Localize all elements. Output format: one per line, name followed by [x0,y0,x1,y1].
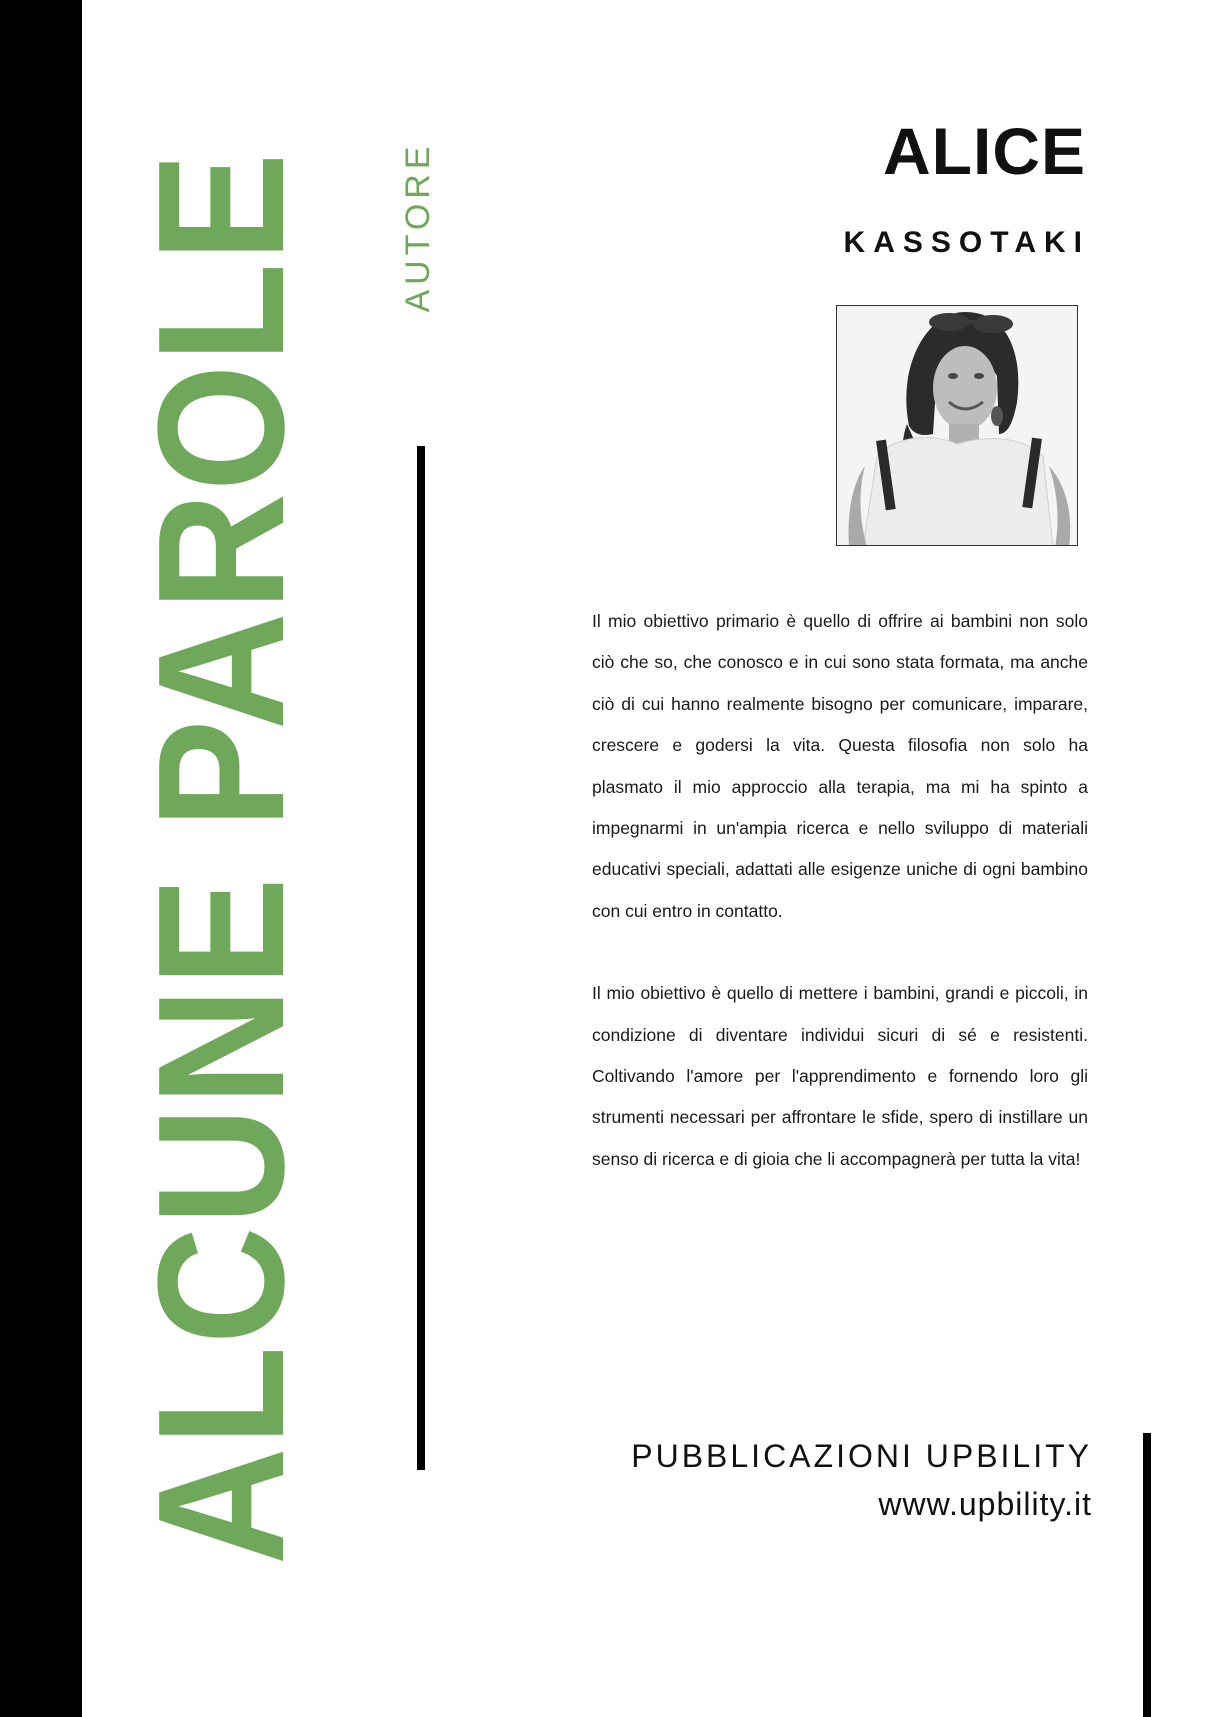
vertical-title: ALCUNE PAROLE [121,150,322,1566]
author-last-name: KASSOTAKI [843,226,1090,259]
bio-paragraph-2: Il mio obiettivo è quello di mettere i bambini, grandi e piccoli, in condizione di diventare individui sicuri di sé e resistenti. Coltivando l'amore per l'apprendimento e fornendo loro gli strumenti necessari per affrontare le sfide, spero di instillare un senso di ricerca e di gioia che li accompagnerà per tutta la vita! [592,983,1088,1169]
vertical-subtitle: AUTORE [399,141,437,313]
vertical-divider-left [417,446,425,1470]
publisher-name: PUBBLICAZIONI UPBILITY [631,1438,1092,1474]
author-portrait-icon [837,306,1078,546]
vertical-divider-right [1143,1433,1151,1717]
bio-paragraph-1: Il mio obiettivo primario è quello di offrire ai bambini non solo ciò che so, che conosco e in cui sono stata formata, ma anche ciò di cui hanno realmente bisogno per comunicare, imparare, crescere e godersi la vita. Questa filosofia non solo ha plasmato il mio approccio alla terapia, ma mi ha spinto a impegnarmi in un'ampia ricerca e nello sviluppo di materiali educativi speciali, adattati alle esigenze uniche di ogni bambino con cui entro in contatto. [592,611,1088,921]
publisher-website: www.upbility.it [878,1486,1092,1522]
author-photo [836,305,1078,546]
left-black-bar [0,0,82,1717]
author-first-name: ALICE [883,114,1086,188]
author-bio [592,601,1088,1180]
